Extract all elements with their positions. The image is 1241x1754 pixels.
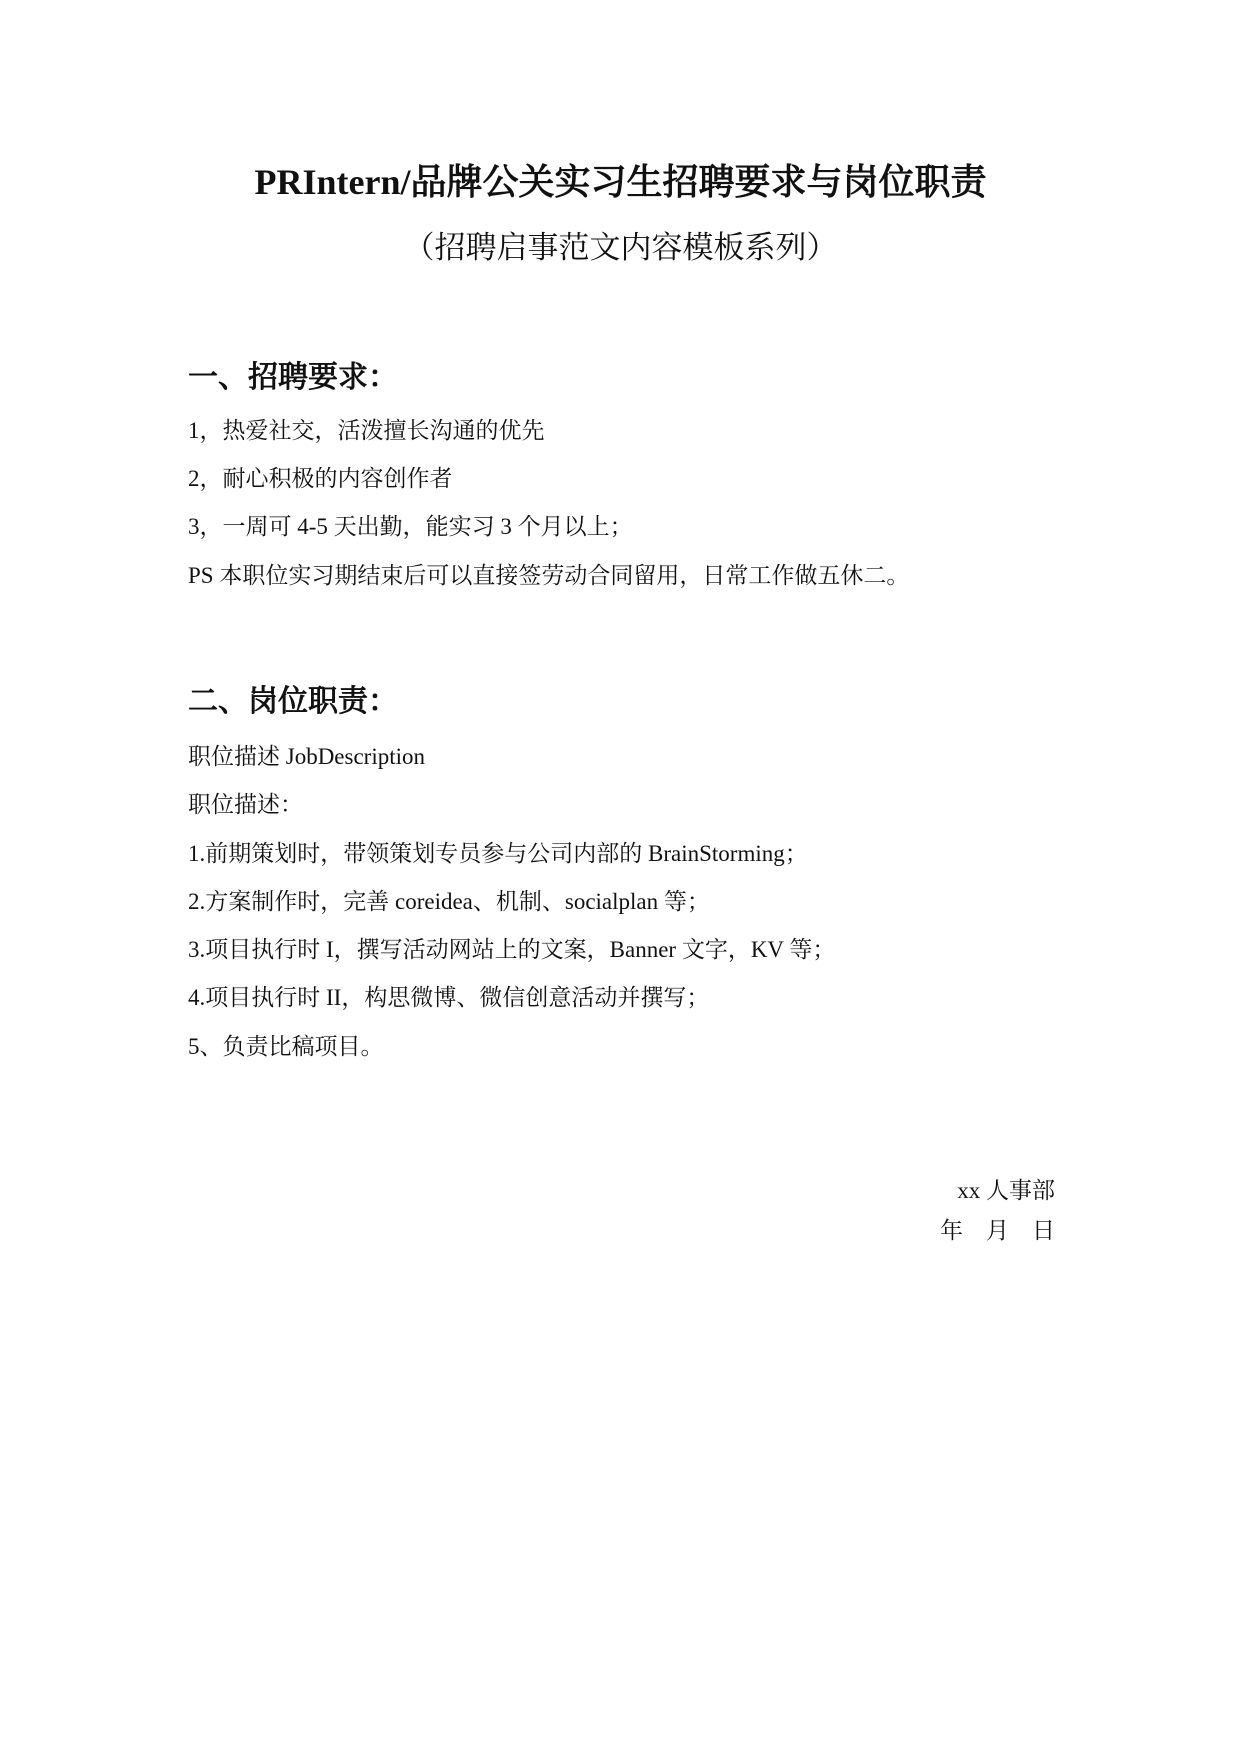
responsibility-line: 职位描述： — [188, 792, 303, 817]
responsibility-item: 2.方案制作时，完善 coreidea、机制、socialplan 等； — [188, 889, 710, 914]
responsibility-item: 4.项目执行时 II，构思微博、微信创意活动并撰写； — [188, 985, 710, 1010]
requirement-note: PS 本职位实习期结束后可以直接签劳动合同留用，日常工作做五休二。 — [188, 563, 910, 588]
responsibility-line: 职位描述 JobDescription — [188, 744, 426, 769]
requirement-item: 1，热爱社交，活泼擅长沟通的优先 — [188, 418, 545, 443]
requirement-item: 2，耐心积极的内容创作者 — [188, 466, 453, 491]
responsibility-item: 1.前期策划时，带领策划专员参与公司内部的 BrainStorming； — [188, 841, 808, 866]
responsibility-item: 5、负责比稿项目。 — [188, 1034, 384, 1059]
document-title: PRIntern/品牌公关实习生招聘要求与岗位职责 — [254, 162, 987, 202]
requirement-item: 3，一周可 4-5 天出勤，能实习 3 个月以上； — [188, 514, 633, 539]
signature-department: xx 人事部 — [957, 1178, 1055, 1203]
section-heading-responsibilities: 二、岗位职责： — [188, 685, 398, 718]
document-subtitle: （招聘启事范文内容模板系列） — [403, 230, 838, 265]
signature-date: 年 月 日 — [940, 1218, 1055, 1243]
responsibility-item: 3.项目执行时 I，撰写活动网站上的文案，Banner 文字，KV 等； — [188, 937, 836, 962]
section-heading-requirements: 一、招聘要求： — [188, 361, 398, 394]
